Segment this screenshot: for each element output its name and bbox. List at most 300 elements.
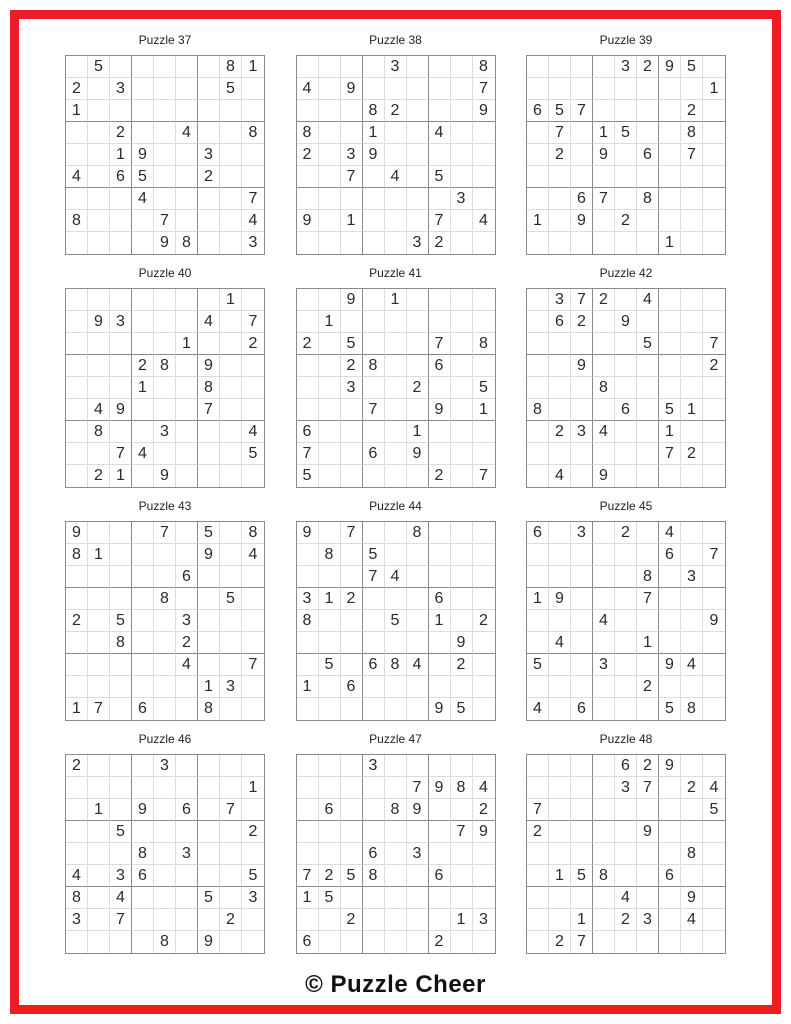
sudoku-cell xyxy=(198,188,220,210)
sudoku-cell: 9 xyxy=(407,443,429,465)
sudoku-cell xyxy=(659,843,681,865)
sudoku-cell xyxy=(341,566,363,588)
sudoku-cell xyxy=(132,78,154,100)
sudoku-cell xyxy=(659,887,681,909)
sudoku-board xyxy=(526,521,726,721)
sudoku-cell xyxy=(110,188,132,210)
sudoku-cell: 9 xyxy=(473,821,495,843)
sudoku-cell xyxy=(363,821,385,843)
sudoku-cell xyxy=(407,544,429,566)
sudoku-cell xyxy=(242,399,264,421)
sudoku-cell: 3 xyxy=(407,232,429,254)
sudoku-cell xyxy=(703,399,725,421)
sudoku-cell xyxy=(66,821,88,843)
sudoku-cell: 1 xyxy=(319,311,341,333)
sudoku-cell xyxy=(527,122,549,144)
sudoku-cell xyxy=(242,843,264,865)
sudoku-cell xyxy=(593,311,615,333)
sudoku-cell: 7 xyxy=(571,931,593,953)
sudoku-cell: 5 xyxy=(681,56,703,78)
sudoku-cell: 8 xyxy=(681,122,703,144)
sudoku-cell xyxy=(66,931,88,953)
sudoku-cell: 4 xyxy=(527,698,549,720)
sudoku-cell xyxy=(154,78,176,100)
sudoku-cell xyxy=(473,632,495,654)
sudoku-cell xyxy=(549,843,571,865)
sudoku-cell xyxy=(637,931,659,953)
sudoku-cell: 7 xyxy=(341,522,363,544)
sudoku-cell xyxy=(681,188,703,210)
sudoku-cell xyxy=(154,56,176,78)
sudoku-cell xyxy=(681,821,703,843)
sudoku-cell xyxy=(593,676,615,698)
sudoku-cell xyxy=(110,333,132,355)
sudoku-cell xyxy=(363,311,385,333)
sudoku-cell: 7 xyxy=(110,909,132,931)
sudoku-cell: 6 xyxy=(341,676,363,698)
sudoku-cell xyxy=(429,100,451,122)
sudoku-cell xyxy=(637,443,659,465)
sudoku-cell xyxy=(549,78,571,100)
sudoku-puzzle xyxy=(296,500,496,721)
sudoku-cell xyxy=(319,443,341,465)
sudoku-cell: 8 xyxy=(407,522,429,544)
sudoku-cell: 4 xyxy=(407,654,429,676)
sudoku-cell xyxy=(615,289,637,311)
sudoku-cell xyxy=(341,544,363,566)
sudoku-cell: 4 xyxy=(593,421,615,443)
sudoku-cell: 3 xyxy=(110,78,132,100)
sudoku-cell xyxy=(407,100,429,122)
sudoku-cell: 8 xyxy=(637,566,659,588)
sudoku-cell xyxy=(473,676,495,698)
sudoku-cell xyxy=(451,289,473,311)
sudoku-cell xyxy=(66,465,88,487)
sudoku-cell xyxy=(527,755,549,777)
sudoku-cell xyxy=(385,232,407,254)
sudoku-cell: 5 xyxy=(571,865,593,887)
sudoku-cell xyxy=(473,522,495,544)
sudoku-cell xyxy=(385,421,407,443)
sudoku-cell: 9 xyxy=(703,610,725,632)
sudoku-cell: 3 xyxy=(681,566,703,588)
sudoku-cell xyxy=(132,210,154,232)
puzzle-title: Puzzle 45 xyxy=(599,499,653,513)
sudoku-cell: 6 xyxy=(363,843,385,865)
sudoku-cell xyxy=(132,676,154,698)
sudoku-cell xyxy=(615,588,637,610)
sudoku-cell xyxy=(341,421,363,443)
sudoku-cell xyxy=(132,821,154,843)
sudoku-cell xyxy=(407,78,429,100)
sudoku-cell: 8 xyxy=(593,865,615,887)
sudoku-cell: 1 xyxy=(549,865,571,887)
sudoku-cell xyxy=(615,333,637,355)
sudoku-cell: 9 xyxy=(66,522,88,544)
sudoku-cell xyxy=(659,465,681,487)
sudoku-cell xyxy=(637,78,659,100)
sudoku-cell xyxy=(549,355,571,377)
sudoku-cell: 5 xyxy=(198,522,220,544)
sudoku-cell xyxy=(703,654,725,676)
sudoku-cell: 2 xyxy=(615,909,637,931)
sudoku-cell xyxy=(176,698,198,720)
sudoku-cell xyxy=(341,56,363,78)
sudoku-cell xyxy=(88,931,110,953)
sudoku-cell xyxy=(429,377,451,399)
sudoku-cell xyxy=(319,610,341,632)
sudoku-board xyxy=(65,521,265,721)
sudoku-cell xyxy=(242,355,264,377)
sudoku-cell xyxy=(363,78,385,100)
sudoku-cell: 5 xyxy=(451,698,473,720)
sudoku-cell xyxy=(659,78,681,100)
sudoku-cell: 3 xyxy=(248,234,258,251)
sudoku-cell xyxy=(88,333,110,355)
sudoku-cell xyxy=(473,144,495,166)
sudoku-cell xyxy=(615,821,637,843)
sudoku-cell xyxy=(220,887,242,909)
sudoku-cell xyxy=(659,676,681,698)
sudoku-cell xyxy=(659,799,681,821)
sudoku-cell xyxy=(429,78,451,100)
sudoku-cell xyxy=(88,676,110,698)
sudoku-cell: 3 xyxy=(385,56,407,78)
sudoku-cell xyxy=(593,698,615,720)
sudoku-cell xyxy=(703,931,725,953)
sudoku-cell xyxy=(703,188,725,210)
sudoku-cell xyxy=(593,355,615,377)
sudoku-cell xyxy=(703,676,725,698)
sudoku-cell: 7 xyxy=(429,333,451,355)
sudoku-cell xyxy=(681,465,703,487)
sudoku-cell xyxy=(549,56,571,78)
sudoku-cell xyxy=(549,522,571,544)
sudoku-cell xyxy=(451,865,473,887)
puzzle-title: Puzzle 42 xyxy=(599,266,653,280)
sudoku-board xyxy=(526,754,726,954)
sudoku-cell xyxy=(198,566,220,588)
sudoku-cell: 1 xyxy=(110,465,132,487)
sudoku-cell xyxy=(703,210,725,232)
sudoku-cell: 3 xyxy=(363,755,385,777)
sudoku-cell xyxy=(659,144,681,166)
sudoku-puzzle xyxy=(296,733,496,954)
sudoku-cell xyxy=(407,166,429,188)
sudoku-cell xyxy=(681,588,703,610)
sudoku-cell xyxy=(176,522,198,544)
sudoku-cell xyxy=(132,100,154,122)
sudoku-cell: 9 xyxy=(341,78,363,100)
sudoku-cell xyxy=(363,610,385,632)
sudoku-cell xyxy=(527,377,549,399)
sudoku-cell xyxy=(242,289,264,311)
sudoku-cell xyxy=(407,56,429,78)
sudoku-cell: 3 xyxy=(451,188,473,210)
sudoku-cell xyxy=(385,865,407,887)
sudoku-cell: 7 xyxy=(154,210,176,232)
sudoku-cell: 5 xyxy=(549,100,571,122)
sudoku-cell: 2 xyxy=(429,232,451,254)
sudoku-cell xyxy=(703,443,725,465)
sudoku-cell: 8 xyxy=(473,56,495,78)
sudoku-cell: 7 xyxy=(363,566,385,588)
sudoku-cell xyxy=(659,821,681,843)
sudoku-cell: 8 xyxy=(198,698,220,720)
sudoku-cell xyxy=(527,144,549,166)
sudoku-cell xyxy=(615,421,637,443)
sudoku-cell xyxy=(527,289,549,311)
sudoku-cell xyxy=(451,887,473,909)
sudoku-cell: 1 xyxy=(341,210,363,232)
sudoku-cell: 9 xyxy=(429,777,451,799)
sudoku-cell: 5 xyxy=(110,821,132,843)
sudoku-cell xyxy=(66,355,88,377)
puzzle-title: Puzzle 44 xyxy=(369,499,422,513)
sudoku-cell xyxy=(88,188,110,210)
sudoku-cell xyxy=(220,843,242,865)
sudoku-cell xyxy=(571,777,593,799)
sudoku-cell xyxy=(593,755,615,777)
sudoku-cell: 1 xyxy=(88,544,110,566)
sudoku-cell xyxy=(615,100,637,122)
sudoku-cell: 4 xyxy=(132,188,154,210)
sudoku-cell xyxy=(659,909,681,931)
sudoku-cell: 7 xyxy=(527,799,549,821)
sudoku-cell xyxy=(297,100,319,122)
sudoku-cell: 8 xyxy=(637,188,659,210)
sudoku-cell xyxy=(451,399,473,421)
sudoku-cell: 3 xyxy=(571,522,593,544)
sudoku-cell xyxy=(341,232,363,254)
sudoku-cell xyxy=(451,588,473,610)
sudoku-cell xyxy=(593,210,615,232)
sudoku-cell xyxy=(341,931,363,953)
sudoku-cell: 9 xyxy=(429,399,451,421)
sudoku-cell xyxy=(88,566,110,588)
sudoku-cell xyxy=(593,399,615,421)
sudoku-cell: 1 xyxy=(198,676,220,698)
sudoku-cell xyxy=(407,311,429,333)
sudoku-cell xyxy=(198,610,220,632)
sudoku-cell xyxy=(198,333,220,355)
sudoku-cell xyxy=(198,588,220,610)
sudoku-board xyxy=(65,288,265,488)
sudoku-cell xyxy=(681,522,703,544)
sudoku-cell xyxy=(154,166,176,188)
sudoku-cell xyxy=(132,56,154,78)
sudoku-cell: 2 xyxy=(132,355,154,377)
sudoku-cell xyxy=(88,654,110,676)
sudoku-cell xyxy=(198,654,220,676)
sudoku-cell xyxy=(451,355,473,377)
sudoku-cell xyxy=(198,843,220,865)
sudoku-puzzle xyxy=(65,267,265,488)
sudoku-cell: 7 xyxy=(154,522,176,544)
sudoku-cell: 4 xyxy=(110,887,132,909)
sudoku-cell xyxy=(242,588,264,610)
sudoku-cell xyxy=(703,588,725,610)
sudoku-cell: 5 xyxy=(110,610,132,632)
sudoku-cell: 1 xyxy=(297,676,319,698)
sudoku-cell xyxy=(341,887,363,909)
sudoku-cell xyxy=(110,522,132,544)
sudoku-cell: 4 xyxy=(132,443,154,465)
sudoku-cell: 5 xyxy=(341,865,363,887)
sudoku-cell xyxy=(571,843,593,865)
sudoku-cell xyxy=(637,399,659,421)
sudoku-cell xyxy=(319,931,341,953)
sudoku-cell xyxy=(88,443,110,465)
sudoku-cell xyxy=(220,544,242,566)
sudoku-cell xyxy=(198,821,220,843)
sudoku-cell xyxy=(88,887,110,909)
sudoku-cell xyxy=(154,399,176,421)
sudoku-cell xyxy=(132,232,154,254)
sudoku-cell xyxy=(363,522,385,544)
sudoku-cell xyxy=(659,166,681,188)
sudoku-cell xyxy=(198,799,220,821)
sudoku-cell xyxy=(242,166,264,188)
sudoku-cell: 8 xyxy=(242,522,264,544)
sudoku-cell xyxy=(407,355,429,377)
sudoku-cell: 6 xyxy=(527,100,549,122)
sudoku-cell: 2 xyxy=(615,210,637,232)
sudoku-cell xyxy=(407,465,429,487)
sudoku-cell xyxy=(176,210,198,232)
sudoku-cell xyxy=(429,887,451,909)
sudoku-cell xyxy=(88,232,110,254)
sudoku-cell xyxy=(593,821,615,843)
sudoku-cell xyxy=(527,56,549,78)
sudoku-cell xyxy=(451,122,473,144)
sudoku-cell: 3 xyxy=(110,311,132,333)
sudoku-cell xyxy=(429,755,451,777)
sudoku-cell: 1 xyxy=(110,144,132,166)
sudoku-cell: 4 xyxy=(549,632,571,654)
sudoku-cell xyxy=(66,676,88,698)
sudoku-cell: 7 xyxy=(571,289,593,311)
sudoku-cell xyxy=(154,122,176,144)
sudoku-cell xyxy=(527,676,549,698)
sudoku-cell xyxy=(615,188,637,210)
sudoku-cell xyxy=(385,522,407,544)
sudoku-cell xyxy=(220,777,242,799)
sudoku-cell xyxy=(681,78,703,100)
sudoku-cell xyxy=(341,465,363,487)
sudoku-cell xyxy=(220,522,242,544)
sudoku-cell xyxy=(407,399,429,421)
sudoku-cell xyxy=(451,100,473,122)
sudoku-cell xyxy=(593,78,615,100)
sudoku-cell xyxy=(154,676,176,698)
sudoku-cell xyxy=(176,144,198,166)
sudoku-cell xyxy=(549,755,571,777)
sudoku-cell xyxy=(615,698,637,720)
sudoku-cell: 2 xyxy=(319,865,341,887)
sudoku-cell xyxy=(220,232,242,254)
sudoku-cell xyxy=(593,887,615,909)
sudoku-cell xyxy=(176,676,198,698)
sudoku-cell xyxy=(571,676,593,698)
sudoku-cell xyxy=(363,289,385,311)
sudoku-cell xyxy=(220,755,242,777)
sudoku-cell xyxy=(385,887,407,909)
sudoku-cell xyxy=(637,887,659,909)
sudoku-cell xyxy=(242,909,264,931)
sudoku-board xyxy=(65,754,265,954)
sudoku-cell xyxy=(154,311,176,333)
sudoku-cell xyxy=(451,843,473,865)
sudoku-cell xyxy=(110,232,132,254)
sudoku-cell: 4 xyxy=(637,289,659,311)
sudoku-cell xyxy=(473,843,495,865)
sudoku-cell xyxy=(549,443,571,465)
sudoku-cell xyxy=(220,931,242,953)
sudoku-cell xyxy=(319,122,341,144)
sudoku-cell xyxy=(703,755,725,777)
sudoku-cell xyxy=(385,144,407,166)
sudoku-cell xyxy=(549,610,571,632)
sudoku-cell xyxy=(681,355,703,377)
sudoku-cell: 9 xyxy=(198,544,220,566)
sudoku-cell xyxy=(88,289,110,311)
sudoku-cell xyxy=(319,632,341,654)
sudoku-cell: 7 xyxy=(242,311,264,333)
sudoku-cell: 6 xyxy=(571,698,593,720)
sudoku-cell xyxy=(473,698,495,720)
sudoku-cell xyxy=(297,166,319,188)
puzzle-title: Puzzle 41 xyxy=(369,266,422,280)
sudoku-cell xyxy=(407,909,429,931)
sudoku-cell: 2 xyxy=(66,78,88,100)
sudoku-cell xyxy=(297,56,319,78)
sudoku-cell: 9 xyxy=(198,355,220,377)
sudoku-cell: 8 xyxy=(319,544,341,566)
sheet-content xyxy=(19,19,772,1005)
footer-copyright: © Puzzle Cheer xyxy=(305,971,486,998)
sudoku-cell xyxy=(363,632,385,654)
sudoku-cell xyxy=(220,122,242,144)
sudoku-cell xyxy=(385,333,407,355)
sudoku-puzzle xyxy=(526,733,726,954)
sudoku-cell xyxy=(637,522,659,544)
sudoku-cell: 8 xyxy=(297,610,319,632)
sudoku-cell xyxy=(407,755,429,777)
sudoku-cell xyxy=(549,333,571,355)
sudoku-cell: 3 xyxy=(571,421,593,443)
sudoku-cell xyxy=(297,843,319,865)
sudoku-cell: 9 xyxy=(407,799,429,821)
sudoku-cell xyxy=(132,632,154,654)
sudoku-cell: 4 xyxy=(659,522,681,544)
sudoku-board xyxy=(296,521,496,721)
sudoku-cell xyxy=(703,632,725,654)
sudoku-cell: 3 xyxy=(615,56,637,78)
sudoku-cell: 4 xyxy=(681,654,703,676)
sudoku-cell: 4 xyxy=(615,887,637,909)
sudoku-cell xyxy=(319,676,341,698)
sudoku-cell xyxy=(407,931,429,953)
sudoku-cell xyxy=(319,232,341,254)
sudoku-cell xyxy=(549,777,571,799)
sudoku-cell: 9 xyxy=(154,232,176,254)
sudoku-cell xyxy=(176,931,198,953)
sudoku-cell xyxy=(659,100,681,122)
sudoku-board xyxy=(526,55,726,255)
sudoku-cell xyxy=(363,909,385,931)
sudoku-cell xyxy=(385,821,407,843)
